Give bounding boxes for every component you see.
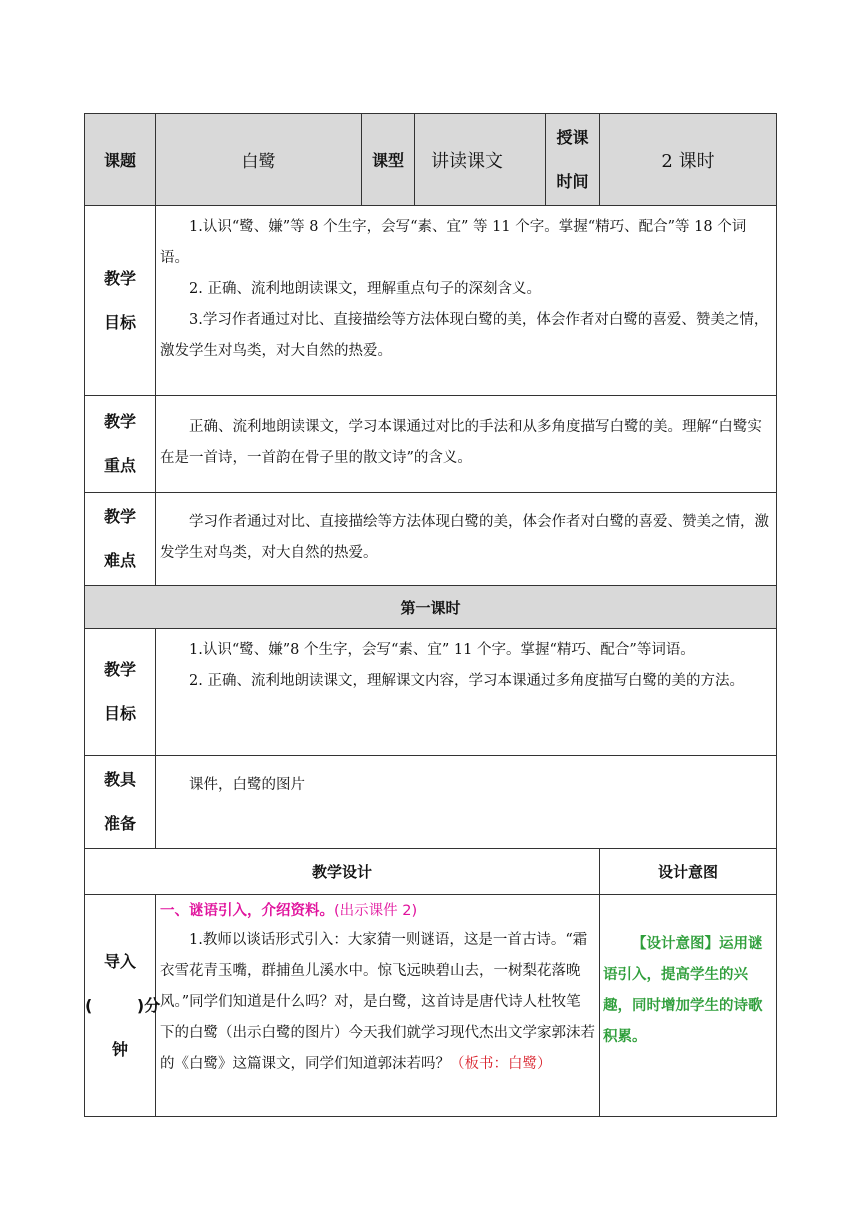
tools-label-line-1: 教具 [103,770,136,789]
lesson1-header-row [85,586,777,629]
header-row [85,114,777,206]
tools-row [85,756,777,849]
goals-label-line-2: 目标 [103,312,136,332]
lesson1-goals-label-line-2: 目标 [103,704,136,723]
difficulties-label-line-1: 教学 [103,507,136,526]
intro-label [85,895,161,1117]
key-points-text: 正确、流利地朗读课文，学习本课通过对比的手法和从多角度描写白鹭的美。理解“白鹭实在是一首诗，一首韵在骨子里的散文诗”的含义。 [160,419,762,466]
lesson1-goals-row [85,629,777,756]
key-points-label [85,396,156,493]
topic-value: 白鹭 [156,114,362,206]
time-label-line-1: 授课 [556,127,589,147]
key-points-row [85,396,777,493]
intro-label-line-1: 导入 [103,951,136,971]
design-body: 1.教师以谈话形式引入：大家猜一则谜语，这是一首古诗。“霜衣雪花青玉嘴，群捕鱼儿溪水中。惊飞远映碧山去，一树梨花落晚风。”同学们知道是什么吗？对，是白鹭，这首诗是唐代诗人杜牧笔下的白鹭（出示白鹭的图片）今天我们就学习现代杰出文学家郭沫若的《白鹭》这篇课文，同学们知道郭沫若吗？ [160,932,595,1072]
intent-content [600,895,777,1117]
intent-text: 【设计意图】运用谜语引入，提高学生的兴趣，同时增加学生的诗歌积累。 [603,936,763,1045]
goals-content [156,206,777,396]
difficulties-text: 学习作者通过对比、直接描绘等方法体现白鹭的美，体会作者对白鹭的喜爱、赞美之情，激发学生对鸟类，对大自然的热爱。 [160,514,769,561]
key-points-label-line-1: 教学 [103,412,136,431]
lesson1-goals-label [85,629,156,756]
goals-label-line-1: 教学 [103,268,136,288]
lesson1-goals-label-line-1: 教学 [103,660,136,679]
topic-label: 课题 [85,114,156,206]
difficulties-label [85,493,156,586]
tools-content [156,756,777,849]
difficulties-row [85,493,777,586]
intro-label-line-2: ( )分 [85,995,161,1015]
difficulties-label-line-2: 难点 [103,551,136,570]
design-header-row [85,849,777,895]
goals-label [85,206,156,396]
section-title: 一、谜语引入，介绍资料。 [160,903,334,919]
time-label-line-2: 时间 [556,171,589,191]
design-row [85,895,777,1117]
time-value: 2 课时 [600,114,777,206]
goal-item: 1.认识“鹭、嫌”等 8 个生字，会写“素、宜” 等 11 个字。掌握“精巧、配合”等 18 个词语。 [160,219,747,266]
section-title-note: (出示课件 2) [334,903,418,919]
design-content [156,895,600,1117]
intro-label-line-3: 钟 [111,1039,128,1059]
lesson-plan-table [84,113,777,1117]
goal-item: 2. 正确、流利地朗读课文，理解重点句子的深刻含义。 [189,281,541,297]
difficulties-content [156,493,777,586]
key-points-label-line-2: 重点 [103,456,136,475]
tools-label [85,756,156,849]
time-label [546,114,600,206]
key-points-content [156,396,777,493]
intent-header: 设计意图 [600,849,777,895]
design-header: 教学设计 [85,849,600,895]
lesson1-title: 第一课时 [85,586,777,629]
lesson1-goal-item: 1.认识“鹭、嫌”8 个生字，会写“素、宜” 11 个字。掌握“精巧、配合”等词语。 [189,642,695,658]
lesson1-goal-item: 2. 正确、流利地朗读课文，理解课文内容，学习本课通过多角度描写白鹭的美的方法。 [189,673,744,689]
tools-label-line-2: 准备 [103,814,136,833]
goal-item: 3.学习作者通过对比、直接描绘等方法体现白鹭的美，体会作者对白鹭的喜爱、赞美之情，激发学生对鸟类，对大自然的热爱。 [160,312,769,359]
board-note: （板书：白鹭） [450,1056,552,1072]
type-label: 课型 [362,114,415,206]
goals-row [85,206,777,396]
tools-text: 课件，白鹭的图片 [189,777,305,793]
lesson1-goals-content [156,629,777,756]
type-value: 讲读课文 [415,114,546,206]
